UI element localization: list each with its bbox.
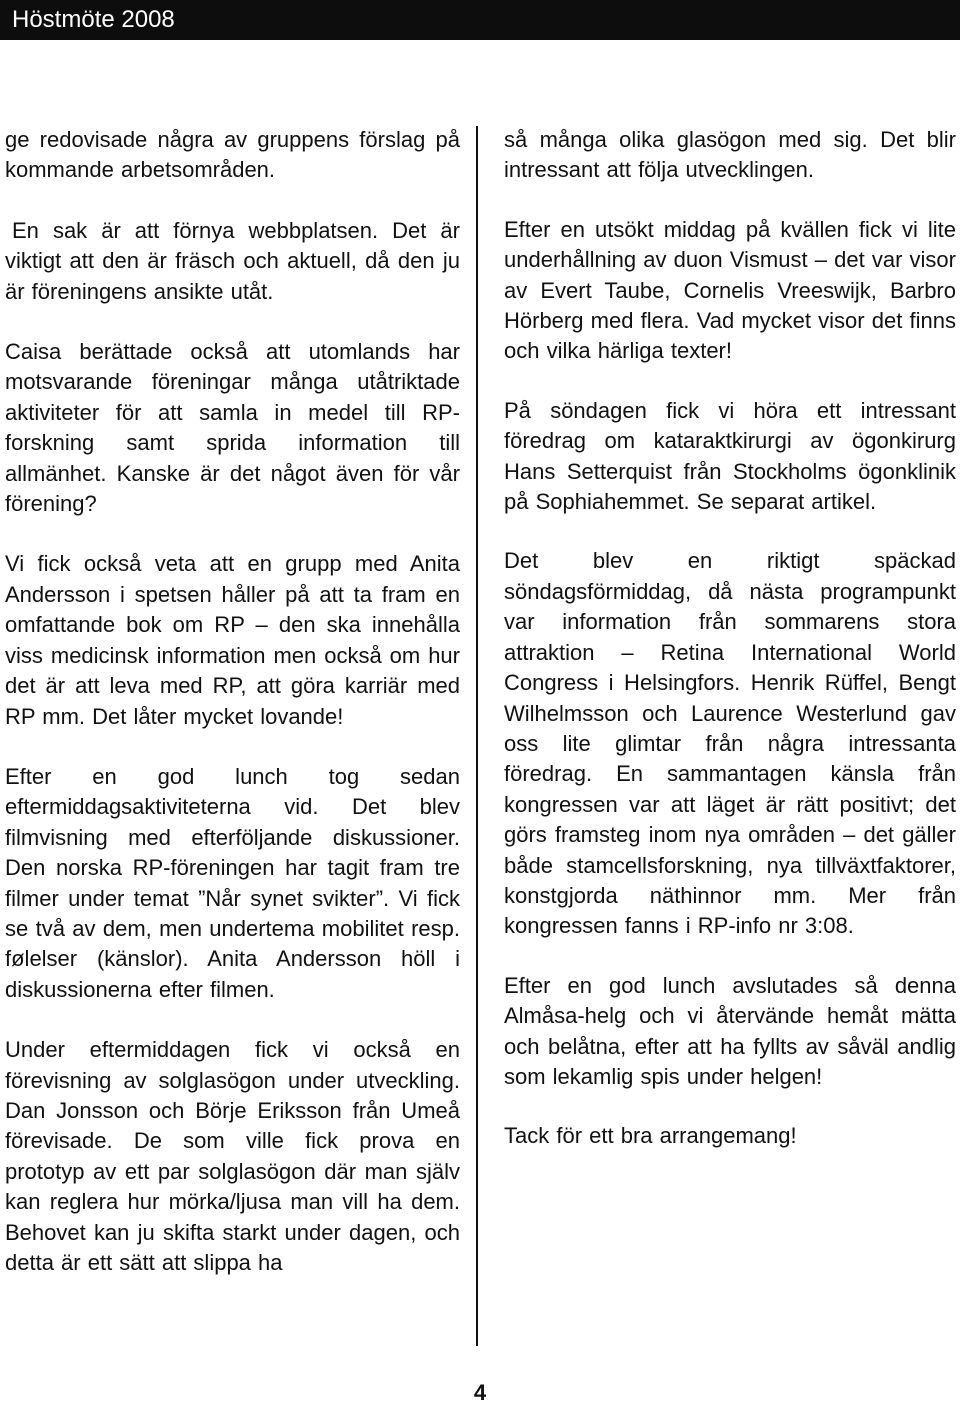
left-paragraph-5: Efter en god lunch tog sedan eftermiddagsaktiviteterna vid. Det blev filmvisning med efterföljande diskussioner. Den norska RP-föreningen har tagit fram tre filmer under temat ”Når synet svikter”. Vi fick se två av dem, men undertema mobilitet resp. følelser (känslor). Anita Andersson höll i diskussionerna efter filmen. [5,763,460,1002]
right-column [504,125,956,1181]
right-paragraph-6: Tack för ett bra arrangemang! [504,1123,797,1149]
right-paragraph-2: Efter en utsökt middag på kvällen fick vi lite underhållning av duon Vismust – det var visor av Evert Taube, Cornelis Vreeswijk, Barbro Hörberg med flera. Vad mycket visor det finns och vilka härliga texter! [504,216,956,364]
left-paragraph-1: ge redovisade några av gruppens förslag på kommande arbetsområden. [5,127,460,183]
page-title: Höstmöte 2008 [12,6,175,33]
column-divider [476,126,478,1346]
left-paragraph-3: Caisa berättade också att utomlands har motsvarande föreningar många utåtriktade aktiviteter för att samla in medel till RP-forskning samt sprida information till allmänhet. Kanske är det något även för vår förening? [5,339,460,517]
right-paragraph-1: så många olika glasögon med sig. Det blir intressant att följa utvecklingen. [504,127,956,183]
page-number: 4 [473,1380,487,1405]
left-paragraph-2: En sak är att förnya webbplatsen. Det är viktigt att den är fräsch och aktuell, då den ju är föreningens ansikte utåt. [5,217,460,304]
right-paragraph-5: Efter en god lunch avslutades så denna Almåsa-helg och vi återvände hemåt mätta och belåtna, efter att ha fyllts av såväl andlig som lekamlig spis under helgen! [504,972,956,1089]
left-paragraph-4: Vi fick också veta att en grupp med Anita Andersson i spetsen håller på att ta fram en omfattande bok om RP – den ska innehålla viss medicinsk information men också om hur det är att leva med RP, att göra karriär med RP mm. Det låter mycket lovande! [5,551,460,729]
right-paragraph-4: Det blev en riktigt späckad söndagsförmiddag, då nästa programpunkt var information från sommarens stora attraktion – Retina International World Congress i Helsingfors. Henrik Rüffel, Bengt Wilhelmsson och Laurence Westerlund gav oss lite glimtar från några intressanta föredrag. En sammantagen känsla från kongressen var att läget är rätt positivt; det görs framsteg inom nya områden – det gäller både stamcellsforskning, nya tillväxtfaktorer, konstgjorda näthinnor mm. Mer från kongressen fanns i RP-info nr 3:08. [504,548,956,939]
left-column [5,125,460,1308]
left-paragraph-6: Under eftermiddagen fick vi också en förevisning av solglasögon under utveckling. Dan Jonsson och Börje Eriksson från Umeå förevisade. De som ville fick prova en prototyp av ett par solglasögon där man själv kan reglera hur mörka/ljusa man vill ha dem. Behovet kan ju skifta starkt under dagen, och detta är ett sätt att slippa ha [5,1037,460,1275]
header-bar [0,0,960,40]
right-paragraph-3: På söndagen fick vi höra ett intressant föredrag om kataraktkirurgi av ögonkirurg Hans Setterquist från Stockholms ögonklinik på Sophiahemmet. Se separat artikel. [504,397,956,515]
